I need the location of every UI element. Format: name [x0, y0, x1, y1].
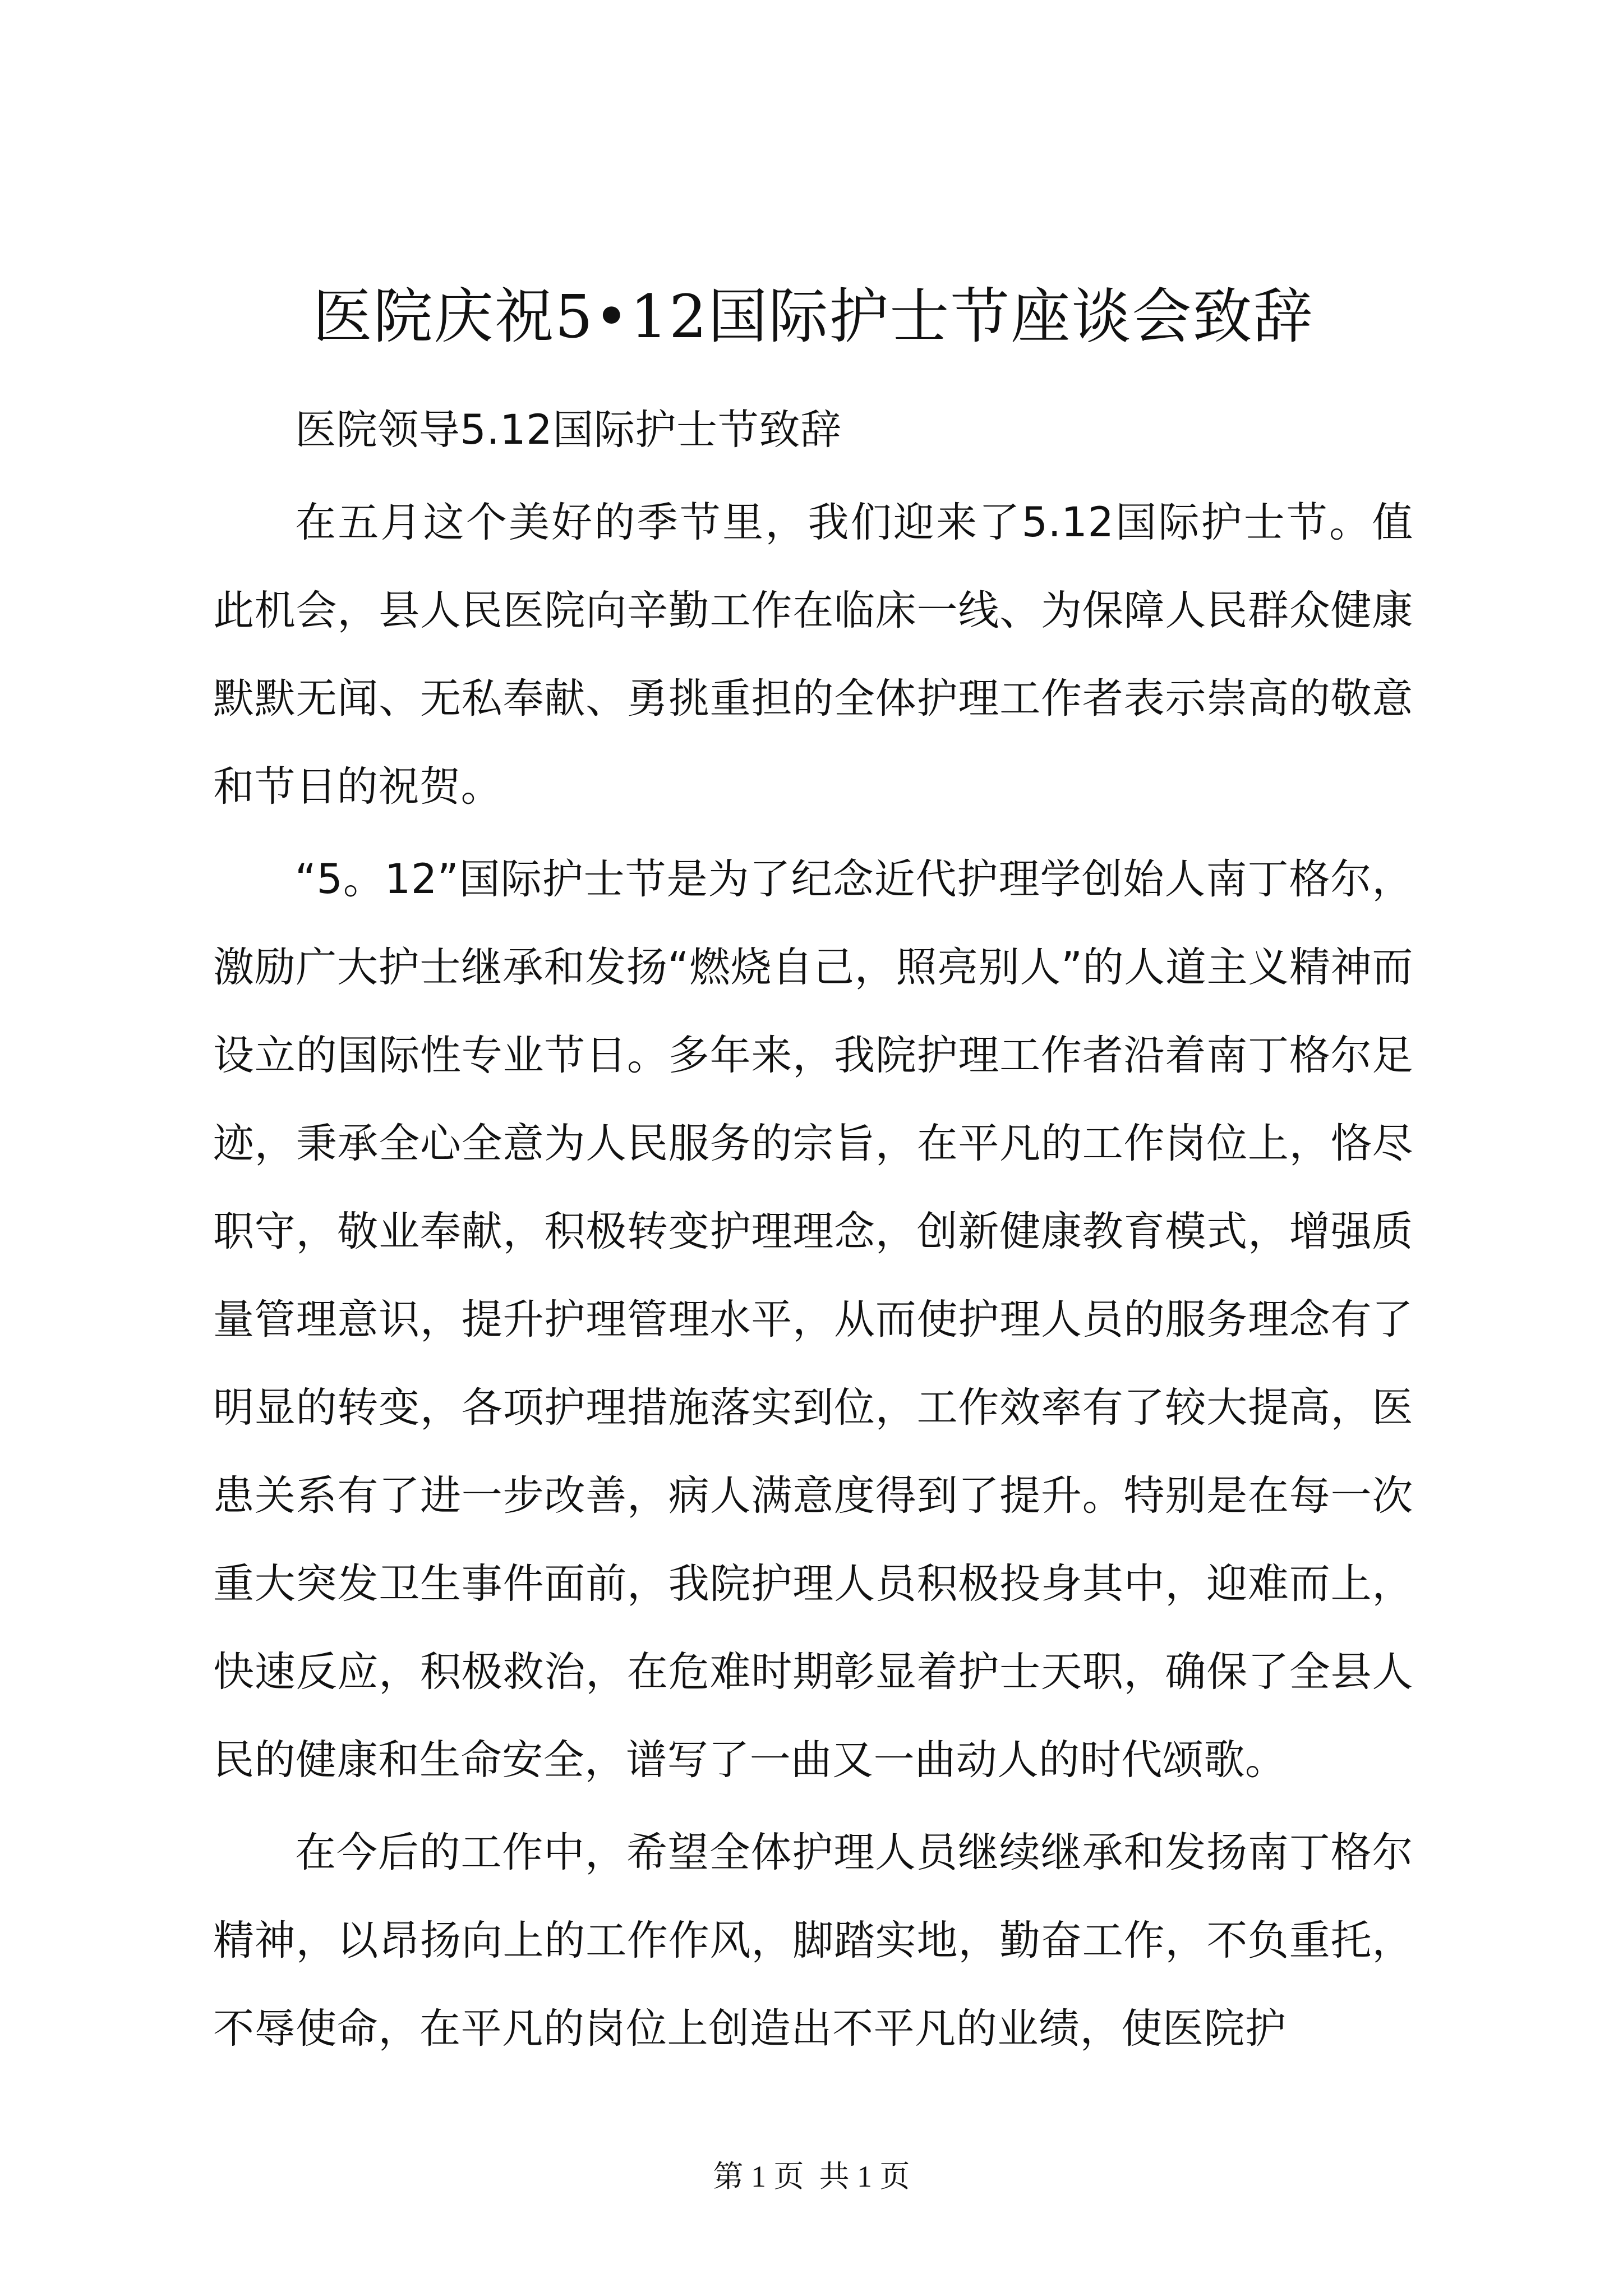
document-title: 医院庆祝5•12国际护士节座谈会致辞 — [312, 282, 1314, 351]
document-body — [213, 386, 1413, 2073]
page-footer: 第 1 页 共 1 页 — [713, 2160, 910, 2193]
document-subtitle: 医院领导5.12国际护士节致辞 — [295, 406, 842, 454]
body-paragraph-2: “5。12”国际护士节是为了纪念近代护理学创始人南丁格尔，激励广大护士继承和发扬“燃烧自己，照亮别人”的人道主义精神而设立的国际性专业节日。多年来，我院护理工作者沿着南丁格尔足迹，秉承全心全意为人民服务的宗旨，在平凡的工作岗位上，恪尽职守，敬业奉献，积极转变护理理念，创新健康教育模式，增强质量管理意识，提升护理管理水平，从而使护理人员的服务理念有了明显的转变，各项护理措施落实到位，工作效率有了较大提高，医患关系有了进一步改善，病人满意度得到了提升。特别是在每一次重大突发卫生事件面前，我院护理人员积极投身其中，迎难而上，快速反应，积极救治，在危难时期彰显着护士天职，确保了全县人民的健康和生命安全，谱写了一曲又一曲动人的时代颂歌。 — [213, 855, 1413, 1784]
body-paragraph-1: 在五月这个美好的季节里，我们迎来了5.12国际护士节。值此机会，县人民医院向辛勤工作在临床一线、为保障人民群众健康默默无闻、无私奉献、勇挑重担的全体护理工作者表示崇高的敬意和节日的祝贺。 — [213, 499, 1413, 811]
body-paragraph-3: 在今后的工作中，希望全体护理人员继续继承和发扬南丁格尔精神，以昂扬向上的工作作风，脚踏实地，勤奋工作，不负重托，不辱使命，在平凡的岗位上创造出不平凡的业绩，使医院护 — [213, 1829, 1413, 2053]
